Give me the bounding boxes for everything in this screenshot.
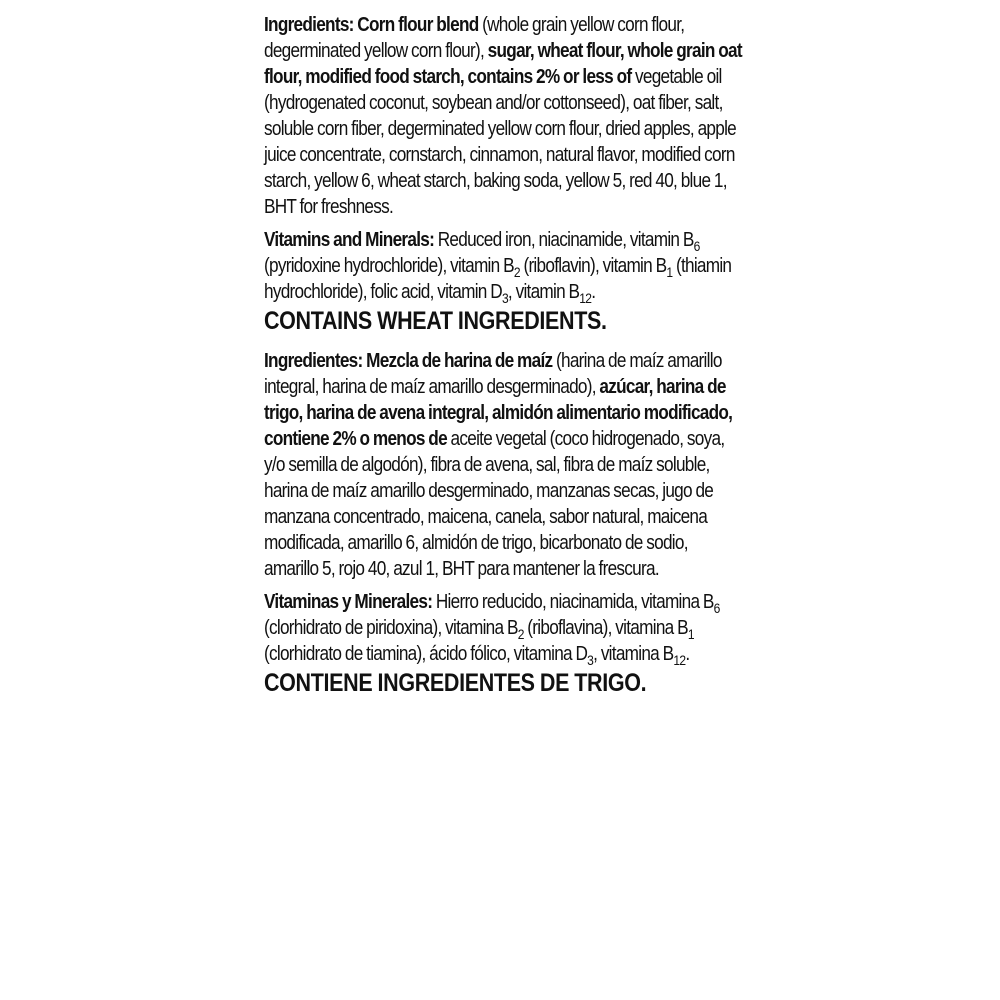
ingredients-es-segment: Mezcla de harina de maíz	[362, 350, 553, 372]
vitamins-en-subscript: 6	[693, 238, 700, 254]
ingredients-en-segment: sugar, wheat flour, whole grain oat flour, modified food starch, contains 2% or less of	[264, 40, 742, 88]
allergen-en-statement: CONTAINS WHEAT INGREDIENTS.	[264, 307, 607, 335]
vitamins-es-text: (clorhidrato de piridoxina), vitamina B	[264, 617, 518, 639]
vitamins-es-subscript: 2	[517, 626, 524, 642]
ingredient-label-content	[264, 12, 746, 698]
vitamins-en-paragraph	[264, 227, 746, 305]
ingredients-es-segment: (harina de maíz amarillo integral, harina de maíz amarillo desgerminado),	[264, 350, 722, 398]
vitamins-en-subscript: 1	[666, 264, 673, 280]
allergen-es-statement: CONTIENE INGREDIENTES DE TRIGO.	[264, 669, 647, 697]
ingredients-es-paragraph	[264, 348, 746, 582]
vitamins-es-subscript: 12	[673, 652, 686, 668]
vitamins-es-text: , vitamina B	[593, 643, 674, 665]
ingredients-en-paragraph	[264, 12, 746, 220]
ingredients-en-label: Ingredients:	[264, 14, 354, 36]
vitamins-en-text: (pyridoxine hydrochloride), vitamin B	[264, 255, 514, 277]
vitamins-en-text: , vitamin B	[507, 281, 580, 303]
vitamins-es-subscript: 1	[687, 626, 694, 642]
vitamins-es-text: Hierro reducido, niacinamida, vitamina B	[432, 591, 714, 613]
vitamins-es-label: Vitaminas y Minerales:	[264, 591, 433, 613]
vitamins-es-subscript: 6	[713, 600, 720, 616]
vitamins-en-text: Reduced iron, niacinamide, vitamin B	[434, 229, 694, 251]
ingredients-es-label: Ingredientes:	[264, 350, 363, 372]
vitamins-es-subscript: 3	[587, 652, 594, 668]
vitamins-en-subscript: 3	[501, 290, 508, 306]
vitamins-en-text: (thiamin hydrochloride), folic acid, vitamin D	[264, 255, 732, 303]
vitamins-en-label: Vitamins and Minerals:	[264, 229, 435, 251]
vitamins-es-text: .	[685, 643, 690, 665]
ingredients-es-segment: azúcar, harina de trigo, harina de avena integral, almidón alimentario modificado, contiene 2% o menos de	[264, 376, 733, 450]
vitamins-es-paragraph	[264, 589, 746, 667]
vitamins-en-subscript: 12	[579, 290, 592, 306]
ingredients-en-segment: (whole grain yellow corn flour, degerminated yellow corn flour),	[264, 14, 685, 62]
vitamins-en-text: (riboflavin), vitamin B	[519, 255, 667, 277]
vitamins-es-text: (riboflavina), vitamina B	[523, 617, 688, 639]
vitamins-en-subscript: 2	[513, 264, 520, 280]
ingredient-label-panel	[264, 12, 742, 698]
vitamins-es-text: (clorhidrato de tiamina), ácido fólico, vitamina D	[264, 643, 588, 665]
ingredients-en-segment: vegetable oil (hydrogenated coconut, soybean and/or cottonseed), oat fiber, salt, soluble corn fiber, degerminated yellow corn flour, dried apples, apple juice concentrate, cornstarch, cinnamon, natural flavor, modified corn starch, yellow 6, wheat starch, baking soda, yellow 5, red 40, blue 1, BHT for freshness.	[264, 66, 737, 218]
ingredients-es-segment: aceite vegetal (coco hidrogenado, soya, y/o semilla de algodón), fibra de avena, sal, fibra de maíz soluble, harina de maíz amarillo desgerminado, manzanas secas, jugo de manzana concentrado, maicena, canela, sabor natural, maicena modificada, amarillo 6, almidón de trigo, bicarbonato de sodio, amarillo 5, rojo 40, azul 1, BHT para mantener la frescura.	[264, 428, 725, 580]
vitamins-en-text: .	[591, 281, 596, 303]
ingredients-en-segment: Corn flour blend	[353, 14, 479, 36]
